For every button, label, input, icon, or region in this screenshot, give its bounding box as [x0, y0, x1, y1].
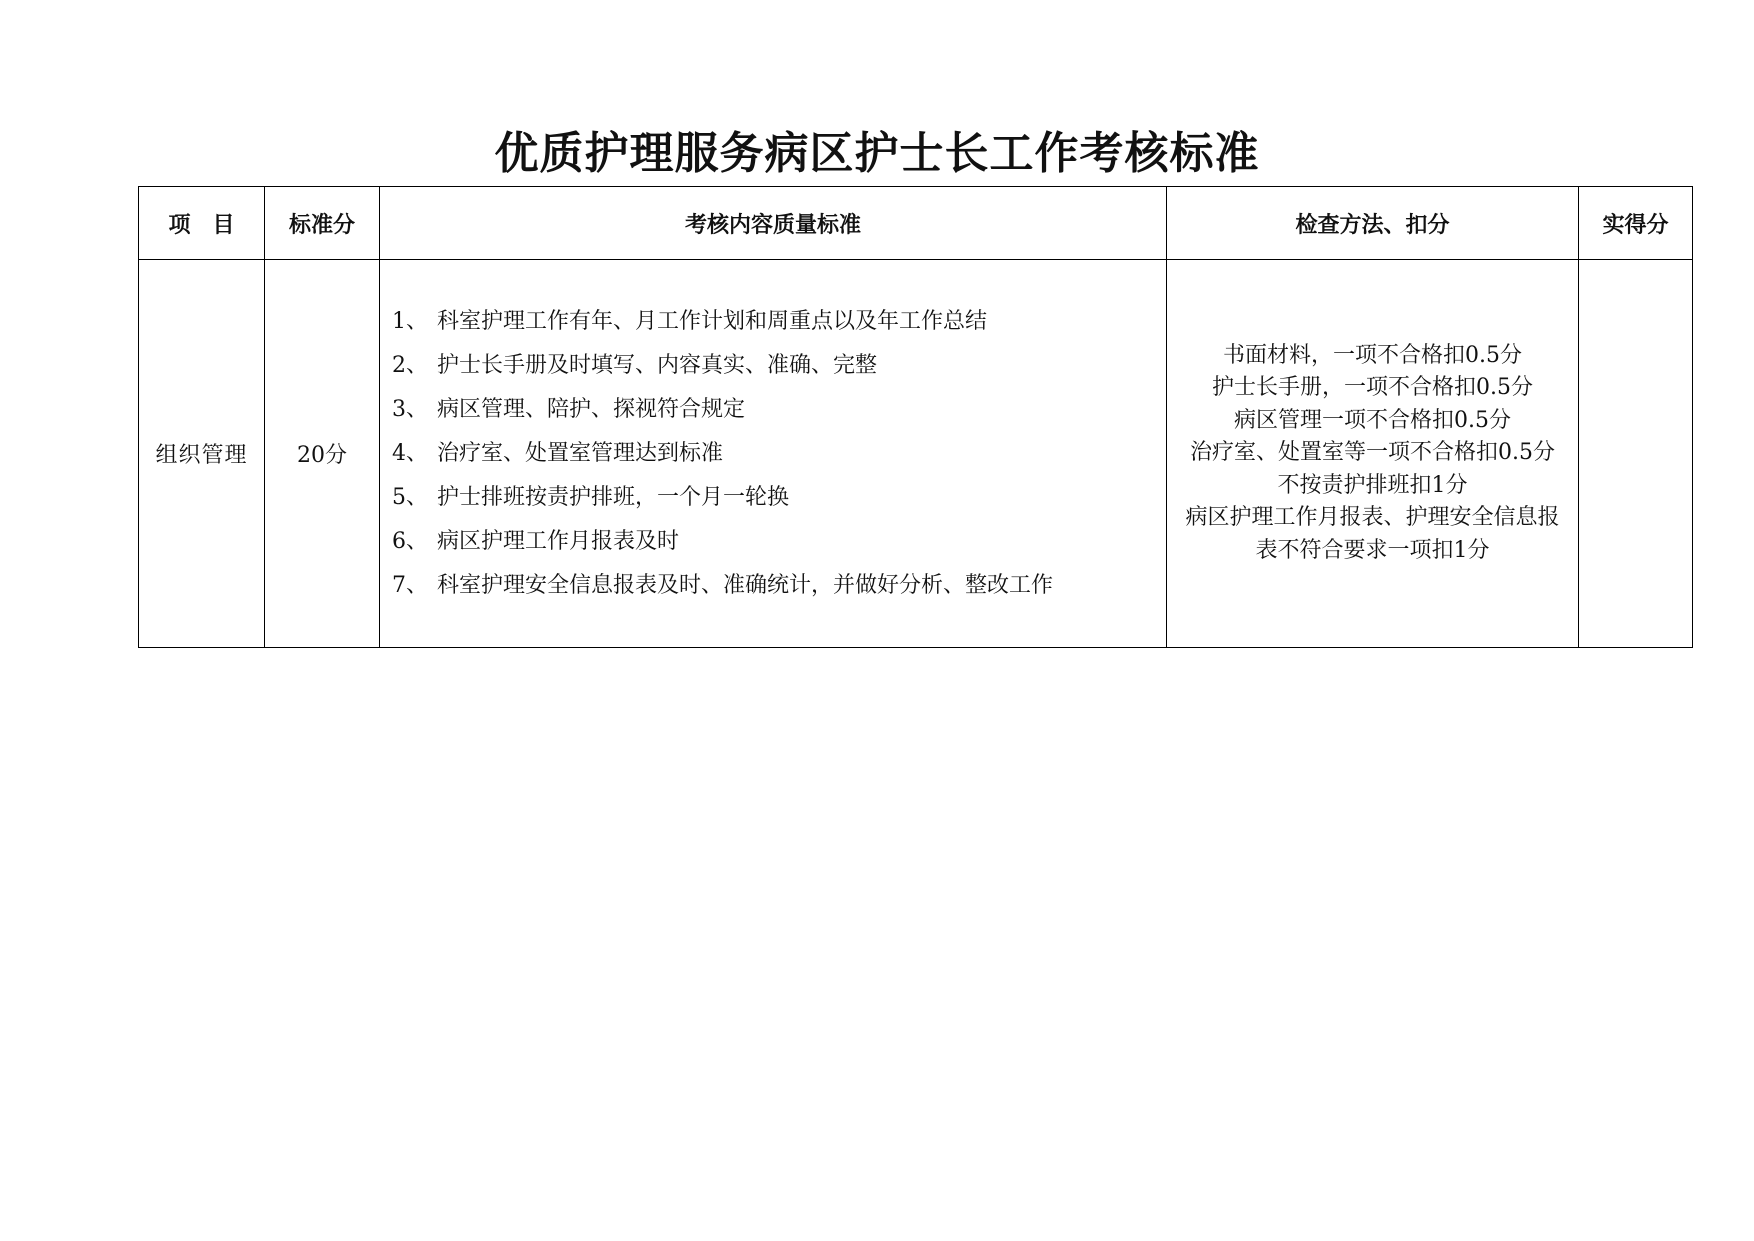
list-item-number: 4、: [392, 440, 428, 466]
list-item-text: 科室护理安全信息报表及时、准确统计，并做好分析、整改工作: [437, 572, 1054, 598]
header-content-standard: 考核内容质量标准: [380, 187, 1167, 260]
list-item: [392, 388, 1166, 432]
list-item-text: 护士排班按责护排班，一个月一轮换: [437, 484, 790, 510]
document-title: 优质护理服务病区护士长工作考核标准: [494, 128, 1260, 179]
method-line: 不按责护排班扣1分: [1277, 472, 1468, 498]
method-line: 治疗室、处置室等一项不合格扣0.5分: [1190, 440, 1555, 466]
table-header-row: [139, 187, 1693, 260]
method-line: 书面材料，一项不合格扣0.5分: [1223, 342, 1522, 368]
score-cell: 20分: [265, 260, 380, 648]
list-item-number: 6、: [392, 528, 428, 554]
list-item-number: 5、: [392, 484, 428, 510]
method-line: 病区护理工作月报表、护理安全信息报表不符合要求一项扣1分: [1185, 505, 1560, 563]
header-standard-score: 标准分: [265, 187, 380, 260]
list-item-number: 1、: [392, 308, 428, 334]
method-cell: [1167, 260, 1579, 648]
list-item: [392, 432, 1166, 476]
list-item: [392, 344, 1166, 388]
list-item: [392, 300, 1166, 344]
list-item-number: 7、: [392, 572, 428, 598]
actual-score-cell: [1579, 260, 1693, 648]
list-item-number: 2、: [392, 352, 428, 378]
list-item: [392, 520, 1166, 564]
item-cell: 组织管理: [139, 260, 265, 648]
method-line: 病区管理一项不合格扣0.5分: [1234, 407, 1511, 433]
content-cell: [380, 260, 1167, 648]
list-item-text: 治疗室、处置室管理达到标准: [437, 440, 724, 466]
list-item: [392, 564, 1166, 608]
method-line: 护士长手册，一项不合格扣0.5分: [1212, 375, 1533, 401]
assessment-table: [138, 186, 1693, 648]
list-item-text: 护士长手册及时填写、内容真实、准确、完整: [437, 352, 878, 378]
header-item: 项 目: [139, 187, 265, 260]
list-item-text: 病区管理、陪护、探视符合规定: [437, 396, 746, 422]
content-list: [392, 300, 1166, 608]
list-item-number: 3、: [392, 396, 428, 422]
list-item-text: 科室护理工作有年、月工作计划和周重点以及年工作总结: [437, 308, 988, 334]
list-item-text: 病区护理工作月报表及时: [437, 528, 680, 554]
table-row: [139, 260, 1693, 648]
header-actual-score: 实得分: [1579, 187, 1693, 260]
header-check-method: 检查方法、扣分: [1167, 187, 1579, 260]
list-item: [392, 476, 1166, 520]
